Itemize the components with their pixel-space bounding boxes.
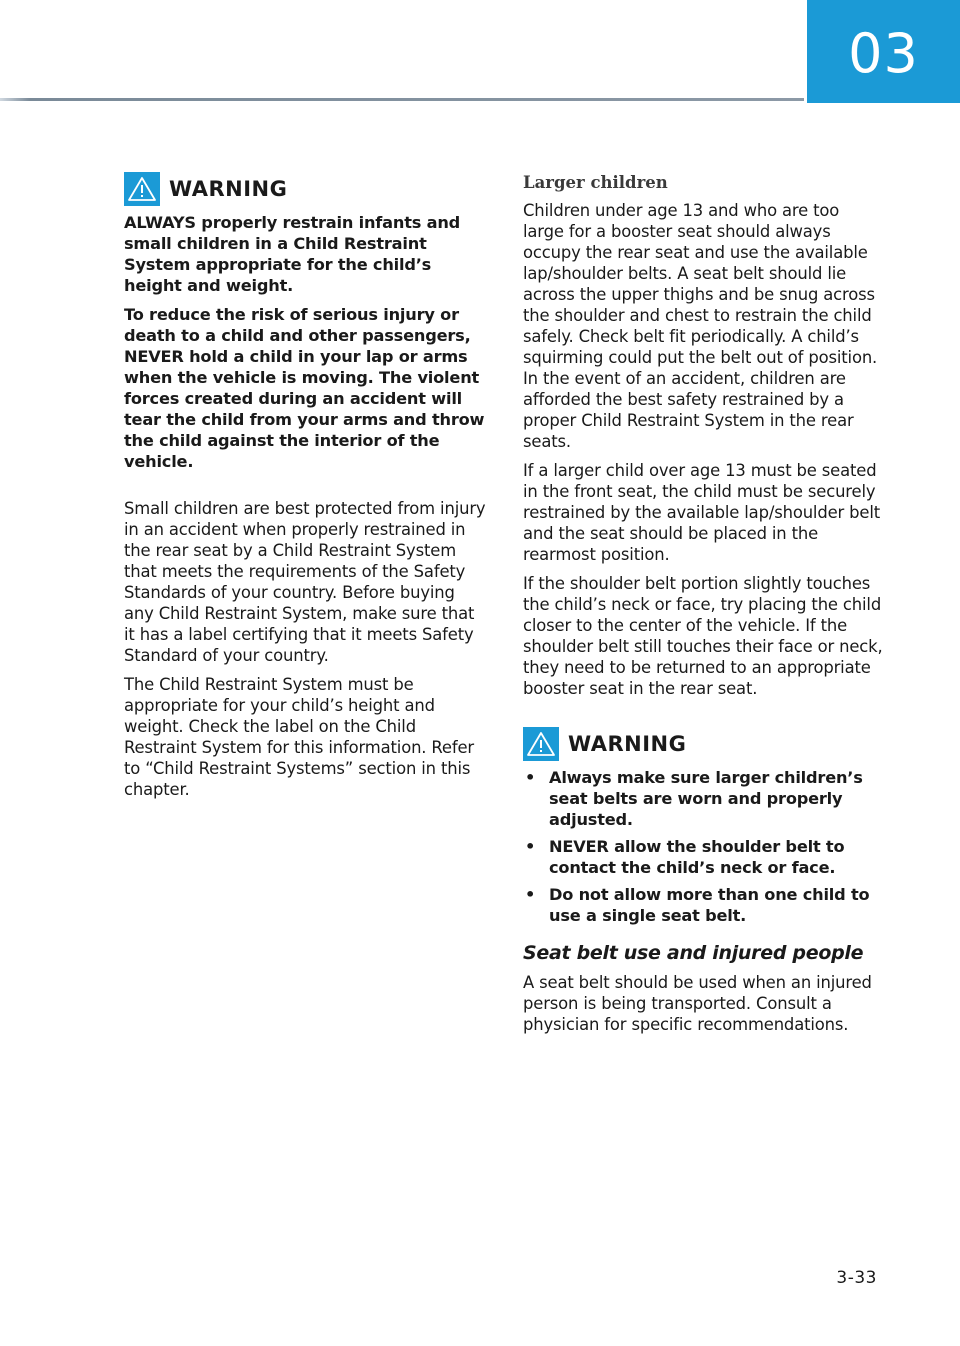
warning-bullet: • Always make sure larger children’s seat belts are worn and properly adjusted. <box>525 768 863 829</box>
warning-bullet-list <box>523 767 883 926</box>
warning-header <box>523 727 883 761</box>
right-column <box>523 172 883 1043</box>
warning-paragraph: ALWAYS properly restrain infants and small children in a Child Restraint System appropriate for the child’s height and weight. <box>124 213 461 295</box>
body-paragraph: If a larger child over age 13 must be seated in the front seat, the child must be securely restrained by the available lap/shoulder belt and the seat should be placed in the rearmost position. <box>523 461 881 564</box>
bullet-dot: • <box>525 837 536 856</box>
warning-bullet: • NEVER allow the shoulder belt to contact the child’s neck or face. <box>525 837 845 877</box>
chapter-tab <box>807 0 960 103</box>
warning-bullet: • Do not allow more than one child to use a single seat belt. <box>525 885 870 925</box>
section-heading-larger-children: Larger children <box>523 173 668 192</box>
body-paragraph: Small children are best protected from injury in an accident when properly restrained in the rear seat by a Child Restraint System that meets the requirements of the Safety Standards of your country. Before buying any Child Restraint System, make sure that it has a label certifying that it meets Safety Standard of your country. <box>124 499 486 665</box>
chapter-number: 03 <box>848 22 919 85</box>
page-number: 3-33 <box>836 1268 877 1288</box>
body-paragraph: A seat belt should be used when an injured person is being transported. Consult a physician for specific recommendations. <box>523 973 872 1034</box>
body-paragraph: Children under age 13 and who are too large for a booster seat should always occupy the rear seat and use the available lap/shoulder belts. A seat belt should lie across the upper thighs and be snug across the shoulder and chest to restrain the child safely. Check belt fit periodically. A child’s squirming could put the belt out of position. In the event of an accident, children are afforded the best safety restrained by a proper Child Restraint System in the rear seats. <box>523 201 878 451</box>
warning-paragraph: To reduce the risk of serious injury or death to a child and other passengers, NEVER hold a child in your lap or arms when the vehicle is moving. The violent forces created during an accident will tear the child from your arms and throw the child against the interior of the vehicle. <box>124 305 485 471</box>
warning-title: WARNING <box>568 732 687 756</box>
bullet-dot: • <box>525 885 536 904</box>
body-paragraph: The Child Restraint System must be appropriate for your child’s height and weight. Check the label on the Child Restraint System for this information. Refer to “Child Restraint Systems” section in this chapter. <box>124 675 475 799</box>
body-paragraph: If the shoulder belt portion slightly touches the child’s neck or face, try placing the child closer to the center of the vehicle. If the shoulder belt still touches their face or neck, they need to be returned to an appropriate booster seat in the rear seat. <box>523 574 883 698</box>
warning-title: WARNING <box>169 177 288 201</box>
warning-triangle-icon <box>523 727 559 761</box>
warning-header <box>124 172 488 206</box>
warning-triangle-icon <box>124 172 160 206</box>
left-column <box>124 172 488 808</box>
header-rule <box>0 98 804 101</box>
section-heading-injured-people: Seat belt use and injured people <box>523 942 864 964</box>
bullet-dot: • <box>525 768 536 787</box>
